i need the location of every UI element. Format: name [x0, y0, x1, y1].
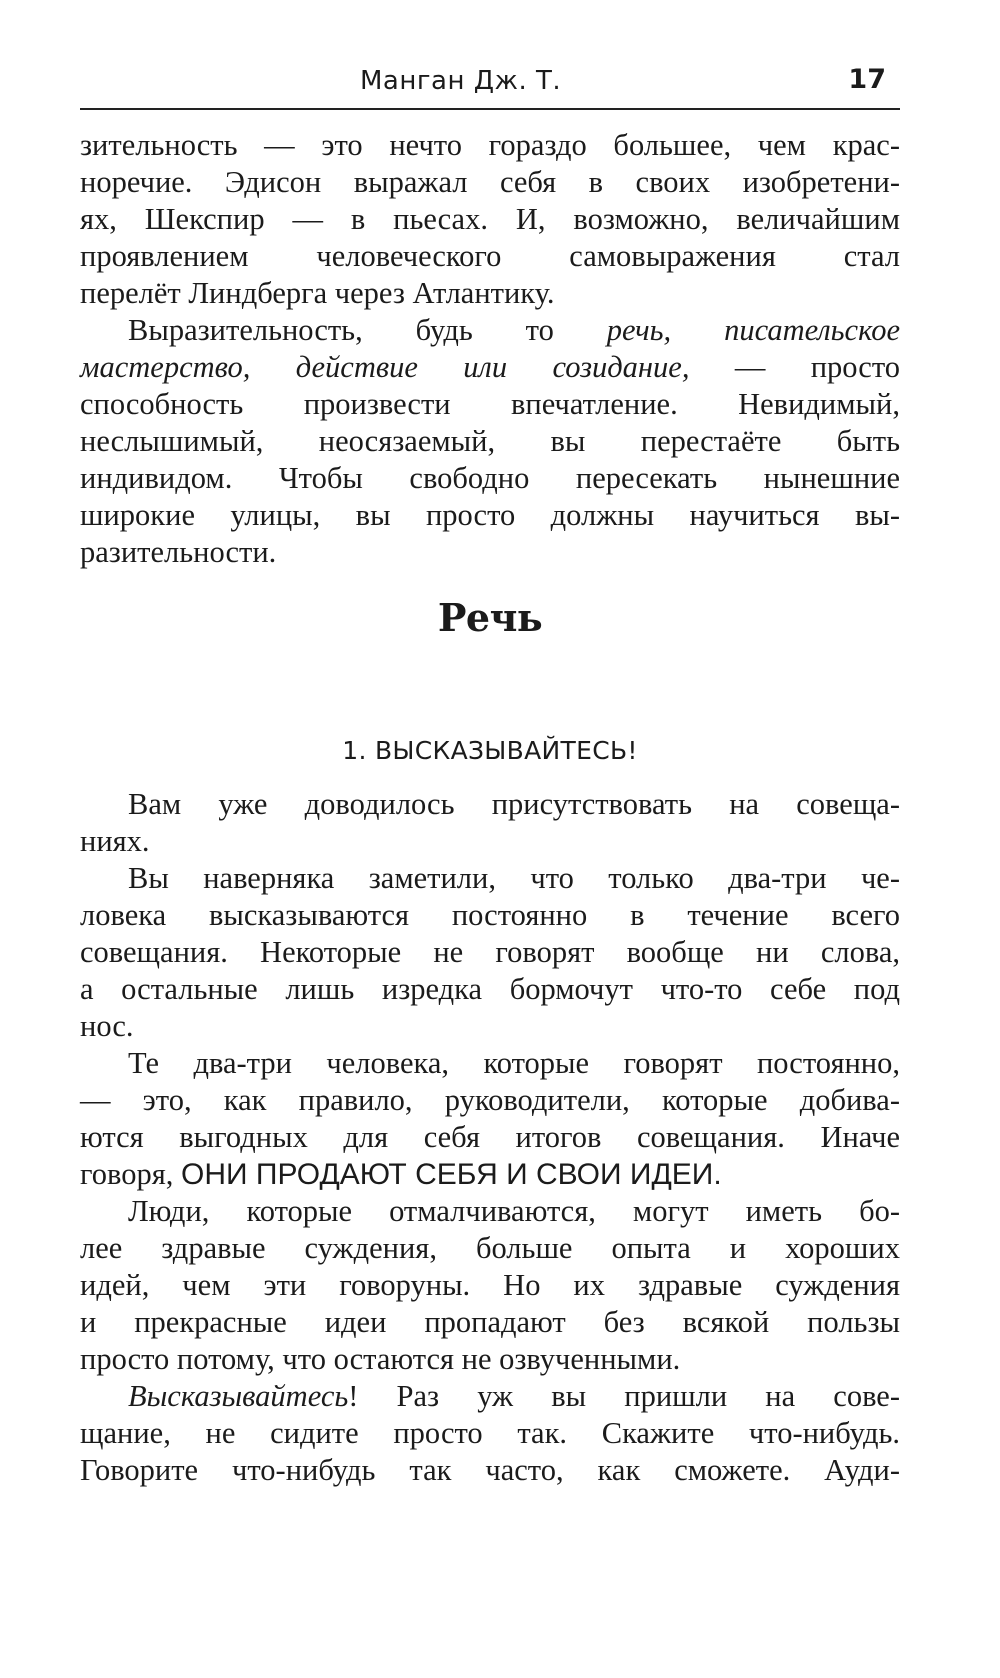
text-line — [80, 312, 900, 349]
text-line: ются выгодных для себя итогов совещания. Иначе — [80, 1120, 900, 1154]
text-line: перелёт Линдберга через Атлантику. — [80, 276, 555, 310]
text-line: способность произвести впечатление. Невидимый, — [80, 387, 900, 421]
body-text-top — [80, 127, 900, 571]
text-line: норечие. Эдисон выражал себя в своих изобретени- — [80, 165, 900, 199]
text-line: а остальные лишь изредка бормочут что-то себе под — [80, 972, 900, 1006]
body-text-bottom — [80, 786, 900, 1489]
text-line: Люди, которые отмалчиваются, могут иметь бо- — [128, 1194, 900, 1228]
text-line: лее здравые суждения, больше опыта и хороших — [80, 1231, 900, 1265]
text-line: — это, как правило, руководители, которые добива- — [80, 1083, 900, 1117]
text-line: ловека высказываются постоянно в течение всего — [80, 898, 900, 932]
text-line — [80, 349, 900, 386]
text-line: Вам уже доводилось присутствовать на совеща- — [128, 787, 900, 821]
text-line: широкие улицы, вы просто должны научиться вы- — [80, 498, 900, 532]
header-author: Манган Дж. Т. — [360, 66, 562, 96]
italic-run: Высказывайтесь — [128, 1379, 349, 1413]
emphasis-caps: ОНИ ПРОДАЮТ СЕБЯ И СВОИ ИДЕИ. — [180, 1158, 722, 1191]
text-line: совещания. Некоторые не говорят вообще ни слова, — [80, 935, 900, 969]
page-number: 17 — [848, 64, 886, 95]
text-line: Говорите что-нибудь так часто, как сможете. Ауди- — [80, 1453, 900, 1487]
text-line: неслышимый, неосязаемый, вы перестаёте быть — [80, 424, 900, 458]
italic-run: речь, писательское — [606, 313, 900, 347]
text-line: просто потому, что остаются не озвученными. — [80, 1342, 681, 1376]
text-line — [80, 1156, 900, 1193]
italic-run: мастерство, действие или созидание, — [80, 350, 690, 384]
text-line: Вы наверняка заметили, что только два-три че- — [128, 861, 900, 895]
running-header — [80, 64, 900, 110]
text-line — [80, 1378, 900, 1415]
text-line: нос. — [80, 1009, 134, 1043]
text-line: проявлением человеческого самовыражения стал — [80, 239, 900, 273]
text-line: и прекрасные идеи пропадают без всякой пользы — [80, 1305, 900, 1339]
text-line: индивидом. Чтобы свободно пересекать нынешние — [80, 461, 900, 495]
text-line: ях, Шекспир — в пьесах. И, возможно, величайшим — [80, 202, 900, 236]
text-run: — просто — [689, 350, 900, 384]
subsection-heading: 1. ВЫСКАЗЫВАЙТЕСЬ! — [342, 736, 638, 765]
text-line: зительность — это нечто гораздо большее, чем крас- — [80, 128, 900, 162]
text-line: Те два-три человека, которые говорят постоянно, — [128, 1046, 900, 1080]
text-line: разительности. — [80, 535, 277, 569]
text-line: ниях. — [80, 824, 150, 858]
text-run: Выразительность, будь то — [128, 313, 607, 347]
text-run: говоря, — [80, 1157, 181, 1191]
text-line: идей, чем эти говоруны. Но их здравые суждения — [80, 1268, 900, 1302]
book-page — [80, 0, 900, 1678]
text-line: щание, не сидите просто так. Скажите что-нибудь. — [80, 1416, 900, 1450]
section-title: Речь — [437, 595, 543, 640]
text-run: ! Раз уж вы пришли на сове- — [348, 1379, 900, 1413]
